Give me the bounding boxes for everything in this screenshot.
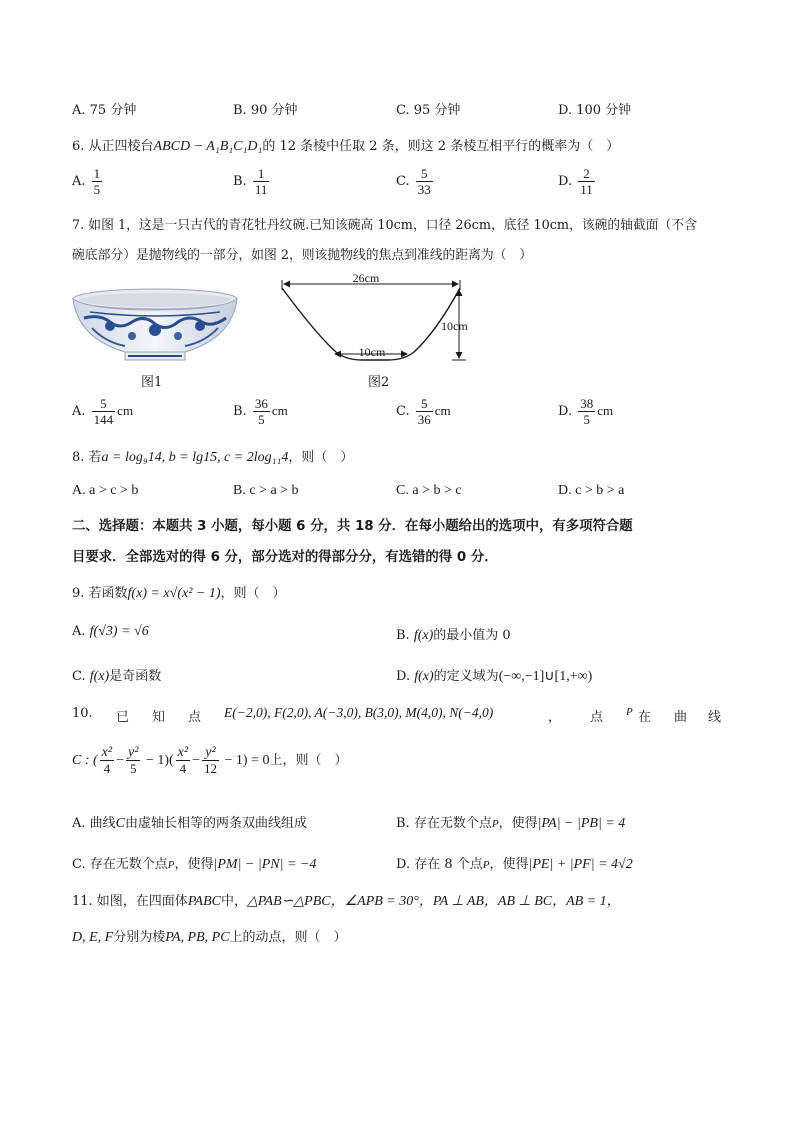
q9-option-a-label: A. bbox=[72, 624, 86, 639]
q9-option-b-math: f(x) bbox=[413, 628, 434, 643]
q9-option-c bbox=[72, 665, 161, 685]
q8-option-a: A. a > c > b bbox=[72, 483, 139, 498]
q10-frac4-num: y² bbox=[202, 745, 219, 761]
q7-option-b-den: 5 bbox=[258, 412, 265, 427]
q6-option-b-label: B. bbox=[233, 174, 247, 189]
q11-line2-points: D, E, F bbox=[72, 930, 114, 945]
q9-stem-prefix: 9. 若函数 bbox=[72, 586, 128, 601]
section2-heading-line2: 目要求．全部选对的得 6 分，部分选对的得部分分，有选错的得 0 分． bbox=[72, 550, 498, 565]
q9-stem bbox=[72, 582, 286, 602]
q10-word-dian: 点 bbox=[188, 710, 202, 725]
q7-figure1-caption: 图1 bbox=[141, 375, 163, 390]
q5-option-d: D. 100 分钟 bbox=[558, 103, 632, 118]
q10-word-yi: 已 bbox=[116, 710, 130, 725]
q10-option-a-prefix: A. 曲线 bbox=[72, 816, 116, 831]
q8-stem-math: a = log₉14, b = lg15, c = 2log₁₁4 bbox=[101, 450, 289, 465]
q9-option-d-math: f(x) bbox=[414, 669, 434, 684]
q7-option-c-den: 36 bbox=[417, 412, 431, 427]
q5-option-c: C. 95 分钟 bbox=[396, 103, 461, 118]
q5-option-a: A. 75 分钟 bbox=[72, 103, 137, 118]
q7-option-c bbox=[396, 396, 451, 427]
q9-option-d-domain: (−∞,−1]∪[1,+∞) bbox=[498, 669, 593, 684]
q6-option-a-label: A. bbox=[72, 174, 86, 189]
q10-frac3-num: x² bbox=[177, 745, 189, 760]
q10-option-c bbox=[72, 853, 316, 873]
q6-option-a-den: 5 bbox=[93, 182, 101, 197]
q7-option-b bbox=[233, 396, 288, 427]
q7-figure2-bottom-label: 10cm bbox=[358, 345, 386, 359]
q10-curve-prefix: C : ( bbox=[72, 753, 98, 768]
q10-option-d-prefix: D. 存在 8 个点 bbox=[396, 857, 483, 872]
q10-word-qu: 曲 bbox=[674, 710, 688, 725]
q10-option-d-mid: ，使得 bbox=[489, 857, 529, 872]
q9-option-c-math: f(x) bbox=[89, 669, 110, 684]
q10-option-c-prefix: C. 存在无数个点 bbox=[72, 857, 168, 872]
q9-stem-suffix: ，则（ ） bbox=[220, 586, 286, 601]
q10-option-b-p: P bbox=[491, 818, 499, 830]
q8-option-d: D. c > b > a bbox=[558, 483, 625, 498]
q7-figure2-diagram bbox=[276, 274, 486, 370]
q9-option-a-math: f(√3) = √6 bbox=[89, 624, 149, 639]
q10-frac1-den: 4 bbox=[103, 761, 111, 776]
q6-stem bbox=[72, 135, 619, 155]
q6-option-d-label: D. bbox=[558, 174, 573, 189]
q10-frac4-den: 12 bbox=[203, 761, 217, 776]
q10-option-a-suffix: 由虚轴长相等的两条双曲线组成 bbox=[125, 816, 308, 831]
q6-option-a bbox=[72, 166, 104, 197]
q10-frac1-num: x² bbox=[101, 745, 113, 760]
q5-option-b: B. 90 分钟 bbox=[233, 103, 298, 118]
q8-option-b: B. c > a > b bbox=[233, 483, 299, 498]
q6-option-b-den: 11 bbox=[254, 182, 268, 197]
q10-frac3-den: 4 bbox=[179, 761, 187, 776]
q7-option-c-num: 5 bbox=[416, 396, 433, 412]
q6-option-b bbox=[233, 166, 271, 197]
q11-stem-line2 bbox=[72, 926, 347, 946]
q9-option-b-text: 的最小值为 0 bbox=[433, 628, 511, 643]
q9-option-c-text: 是奇函数 bbox=[109, 669, 162, 684]
q10-option-c-mid: ，使得 bbox=[174, 857, 214, 872]
q7-option-b-label: B. bbox=[233, 404, 247, 419]
q7-option-d bbox=[558, 396, 613, 427]
q10-curve-end: − 1) = 0 bbox=[220, 753, 270, 768]
q7-figure2-caption: 图2 bbox=[368, 375, 390, 390]
q6-option-a-num: 1 bbox=[93, 166, 101, 181]
q10-points: E(−2,0), F(2,0), A(−3,0), B(3,0), M(4,0), N(−4,0) bbox=[224, 705, 494, 720]
q10-curve-suffix: 上，则（ ） bbox=[269, 753, 348, 768]
q11-line1-mid: 中， bbox=[221, 894, 248, 909]
q10-option-b bbox=[396, 812, 625, 832]
q11-line1-math: △PAB∽△PBC，∠APB = 30°，PA ⊥ AB，AB ⊥ BC，AB = 1， bbox=[247, 894, 621, 909]
q10-option-c-math: |PM| − |PN| = −4 bbox=[213, 857, 317, 872]
q9-stem-math: f(x) = x√(x² − 1) bbox=[127, 586, 221, 601]
q10-curve-mid: − 1)( bbox=[142, 753, 174, 768]
q7-option-a bbox=[72, 396, 133, 427]
q8-stem-suffix: ，则（ ） bbox=[288, 450, 354, 465]
q10-option-d-math: |PE| + |PF| = 4√2 bbox=[528, 857, 633, 872]
q6-option-c bbox=[396, 166, 435, 197]
q7-option-d-label: D. bbox=[558, 404, 573, 419]
q7-option-a-unit: cm bbox=[117, 403, 134, 418]
q7-option-b-num: 36 bbox=[254, 396, 268, 411]
q10-comma: ， bbox=[548, 710, 562, 725]
q8-stem bbox=[72, 446, 353, 466]
q10-frac2-num: y² bbox=[128, 745, 139, 760]
q11-line2-suffix: 上的动点，则（ ） bbox=[229, 930, 347, 945]
q10-option-a bbox=[72, 812, 307, 832]
q7-figure1-bowl-image bbox=[70, 286, 240, 366]
q10-option-b-prefix: B. 存在无数个点 bbox=[396, 816, 492, 831]
q7-option-a-label: A. bbox=[72, 404, 86, 419]
q6-option-c-num: 5 bbox=[416, 166, 433, 182]
q10-curve-equation: C : ( $\frac{\text{x²}}{4}$ − $\frac{\text{y²}}{5}$ − 1)( $\frac{\text{x²}}{4}$ − $\frac{\text{y²}}{12}$ − 1) = 0上，则（ ） bbox=[72, 745, 348, 776]
q9-option-b bbox=[396, 624, 511, 644]
q7-option-d-num: 38 bbox=[580, 396, 594, 411]
q6-option-c-den: 33 bbox=[417, 182, 431, 197]
q10-number: 10. bbox=[72, 706, 93, 721]
q6-stem-suffix: 的 12 条棱中任取 2 条，则这 2 条棱互相平行的概率为（ ） bbox=[262, 139, 620, 154]
q8-stem-prefix: 8. 若 bbox=[72, 450, 102, 465]
q9-option-d bbox=[396, 665, 592, 685]
q7-figure2-height-label: 10cm bbox=[441, 319, 468, 333]
q9-option-b-label: B. bbox=[396, 628, 410, 643]
q7-stem-line1: 7. 如图 1，这是一只古代的青花牡丹纹碗.已知该碗高 10cm，口径 26cm，底径 10cm，该碗的轴截面（不含 bbox=[72, 218, 697, 233]
q11-line1-pabc: PABC bbox=[187, 894, 222, 909]
q6-option-d bbox=[558, 166, 597, 197]
q6-option-d-den: 11 bbox=[580, 182, 593, 197]
q6-stem-math: ABCD − A₁B₁C₁D₁ bbox=[153, 139, 263, 154]
q6-option-c-label: C. bbox=[396, 174, 410, 189]
q10-option-c-p: P bbox=[167, 859, 175, 871]
q9-option-a bbox=[72, 624, 149, 640]
q8-option-c: C. a > b > c bbox=[396, 483, 462, 498]
q7-option-b-unit: cm bbox=[271, 403, 288, 418]
q9-option-d-label: D. bbox=[396, 669, 411, 684]
q11-line2-edges: PA, PB, PC bbox=[165, 930, 230, 945]
q11-line1-prefix: 11. 如图，在四面体 bbox=[72, 894, 188, 909]
q9-option-d-text: 的定义域为 bbox=[433, 669, 499, 684]
q6-option-b-num: 1 bbox=[253, 166, 270, 182]
q10-option-b-math: |PA| − |PB| = 4 bbox=[537, 816, 626, 831]
q10-word-zai: 在 bbox=[638, 710, 652, 725]
q6-stem-prefix: 6. 从正四棱台 bbox=[72, 139, 154, 154]
section2-heading-line1: 二、选择题：本题共 3 小题，每小题 6 分，共 18 分．在每小题给出的选项中，有多项符合题 bbox=[72, 519, 633, 534]
q11-line2-mid: 分别为棱 bbox=[113, 930, 166, 945]
q10-word-xian: 线 bbox=[708, 710, 722, 725]
q10-word-zhi: 知 bbox=[152, 710, 166, 725]
q7-figure2-top-label: 26cm bbox=[352, 274, 380, 285]
q9-option-c-label: C. bbox=[72, 669, 86, 684]
q10-frac2-den: 5 bbox=[129, 761, 137, 776]
q7-option-d-den: 5 bbox=[583, 412, 590, 427]
q10-word-dian2: 点 bbox=[590, 710, 604, 725]
q7-stem-line2: 碗底部分）是抛物线的一部分，如图 2，则该抛物线的焦点到准线的距离为（ ） bbox=[72, 248, 533, 263]
q10-option-a-c: C bbox=[115, 816, 125, 831]
q10-option-d-p: P bbox=[482, 859, 490, 871]
q7-option-c-unit: cm bbox=[434, 403, 451, 418]
q10-option-d bbox=[396, 853, 633, 873]
q7-option-c-label: C. bbox=[396, 404, 410, 419]
q6-option-d-num: 2 bbox=[578, 166, 595, 182]
q7-option-d-unit: cm bbox=[597, 403, 614, 418]
q7-option-a-den: 144 bbox=[93, 412, 114, 427]
q7-option-a-num: 5 bbox=[92, 396, 116, 412]
q11-stem-line1 bbox=[72, 890, 621, 910]
q10-point-p: P bbox=[626, 706, 633, 718]
q10-option-b-mid: ，使得 bbox=[498, 816, 538, 831]
